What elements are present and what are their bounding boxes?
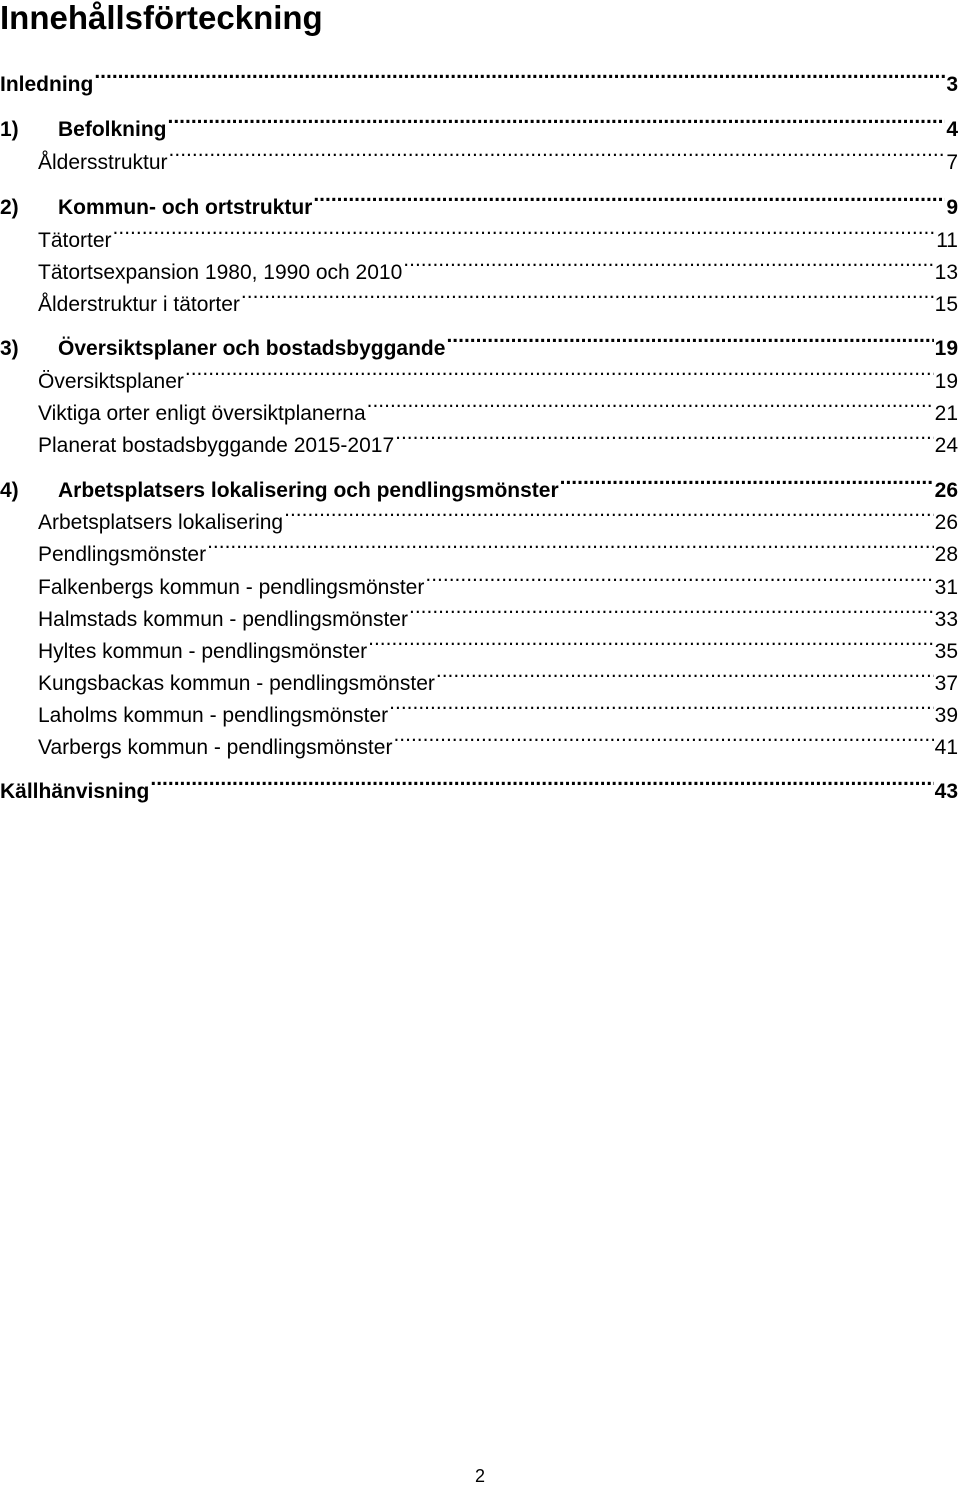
toc-entry-number: 3) — [0, 337, 19, 360]
toc-entry-title: Inledning — [0, 73, 94, 96]
toc-entry[interactable] — [0, 501, 958, 537]
toc-entry-page: 19 — [934, 370, 958, 393]
toc-entry-title: Tätorter — [38, 229, 112, 252]
toc-entry-page: 9 — [946, 196, 958, 219]
dot-leader — [409, 598, 934, 626]
toc-entry-title: Kommun- och ortstruktur — [58, 196, 313, 219]
dot-leader — [94, 63, 945, 91]
toc-entry[interactable] — [0, 726, 958, 762]
dot-leader — [367, 392, 934, 420]
toc-entry-title: Befolkning — [58, 118, 167, 141]
toc-entry[interactable] — [0, 598, 958, 634]
dot-leader — [436, 662, 934, 690]
toc-entry[interactable] — [0, 533, 958, 569]
toc-entry[interactable] — [0, 392, 958, 428]
toc-entry[interactable] — [0, 141, 958, 177]
dot-leader — [560, 469, 934, 497]
toc-entry-title: Tätortsexpansion 1980, 1990 och 2010 — [38, 261, 403, 284]
toc-entry-page: 13 — [934, 261, 958, 284]
toc-entry-title: Källhänvisning — [0, 780, 150, 803]
toc-entry[interactable] — [0, 63, 958, 99]
toc-entry-title: Laholms kommun - pendlingsmönster — [38, 704, 389, 727]
dot-leader — [168, 108, 946, 136]
toc-entry-page: 31 — [934, 576, 958, 599]
toc-entry-title: Arbetsplatsers lokalisering och pendlingsmönster — [58, 479, 559, 502]
toc-entry-title: Planerat bostadsbyggande 2015-2017 — [38, 434, 395, 457]
dot-leader — [393, 726, 933, 754]
dot-leader — [284, 501, 934, 529]
dot-leader — [113, 219, 936, 247]
toc-entry-number: 1) — [0, 118, 19, 141]
toc-entry[interactable] — [0, 327, 958, 363]
dot-leader — [241, 283, 934, 311]
toc-entry-page: 41 — [934, 736, 958, 759]
toc-entry-title: Halmstads kommun - pendlingsmönster — [38, 608, 408, 631]
toc-entry-page: 37 — [934, 672, 958, 695]
toc-entry[interactable] — [0, 662, 958, 698]
toc-entry[interactable] — [0, 770, 958, 806]
dot-leader — [368, 630, 934, 658]
dot-leader — [313, 186, 945, 214]
dot-leader — [169, 141, 946, 169]
toc-entry[interactable] — [0, 186, 958, 222]
toc-entry-page: 26 — [934, 511, 958, 534]
toc-entry-page: 24 — [934, 434, 958, 457]
toc-entry-title: Kungsbackas kommun - pendlingsmönster — [38, 672, 435, 695]
toc-entry-page: 21 — [934, 402, 958, 425]
toc-entry-title: Arbetsplatsers lokalisering — [38, 511, 284, 534]
toc-entry-page: 19 — [934, 337, 958, 360]
toc-entry[interactable] — [0, 251, 958, 287]
toc-entry-page: 7 — [946, 151, 958, 174]
toc-entry-page: 3 — [946, 73, 958, 96]
page-title: Innehållsförteckning — [0, 0, 323, 36]
toc-entry-page: 28 — [934, 543, 958, 566]
toc-entry[interactable] — [0, 630, 958, 666]
page-number: 2 — [474, 1466, 485, 1486]
toc-entry-title: Pendlingsmönster — [38, 543, 207, 566]
toc-entry-number: 4) — [0, 479, 19, 502]
toc-entry[interactable] — [0, 108, 958, 144]
toc-entry[interactable] — [0, 424, 958, 460]
dot-leader — [150, 770, 933, 798]
toc-entry[interactable] — [0, 469, 958, 505]
dot-leader — [389, 694, 933, 722]
toc-entry[interactable] — [0, 360, 958, 396]
toc-entry-title: Falkenbergs kommun - pendlingsmönster — [38, 576, 425, 599]
toc-entry[interactable] — [0, 219, 958, 255]
toc-entry-page: 35 — [934, 640, 958, 663]
toc-entry-title: Viktiga orter enligt översiktplanerna — [38, 402, 366, 425]
toc-entry-title: Åldersstruktur — [38, 151, 168, 174]
toc-entry-page: 33 — [934, 608, 958, 631]
dot-leader — [446, 327, 933, 355]
toc-entry-number: 2) — [0, 196, 19, 219]
dot-leader — [395, 424, 934, 452]
toc-entry[interactable] — [0, 566, 958, 602]
toc-entry[interactable] — [0, 694, 958, 730]
toc-entry-title: Varbergs kommun - pendlingsmönster — [38, 736, 393, 759]
toc-entry-title: Översiktsplaner — [38, 370, 184, 393]
toc-entry-page: 15 — [934, 293, 958, 316]
toc-entry-page: 4 — [946, 118, 958, 141]
dot-leader — [207, 533, 934, 561]
toc-entry[interactable] — [0, 283, 958, 319]
dot-leader — [403, 251, 933, 279]
toc-entry-page: 43 — [934, 780, 958, 803]
toc-entry-title: Ålderstruktur i tätorter — [38, 293, 240, 316]
toc-entry-page: 39 — [934, 704, 958, 727]
toc-entry-page: 11 — [936, 229, 958, 252]
dot-leader — [185, 360, 934, 388]
dot-leader — [425, 566, 933, 594]
toc-entry-title: Hyltes kommun - pendlingsmönster — [38, 640, 368, 663]
toc-entry-title: Översiktsplaner och bostadsbyggande — [58, 337, 446, 360]
toc-entry-page: 26 — [934, 479, 958, 502]
